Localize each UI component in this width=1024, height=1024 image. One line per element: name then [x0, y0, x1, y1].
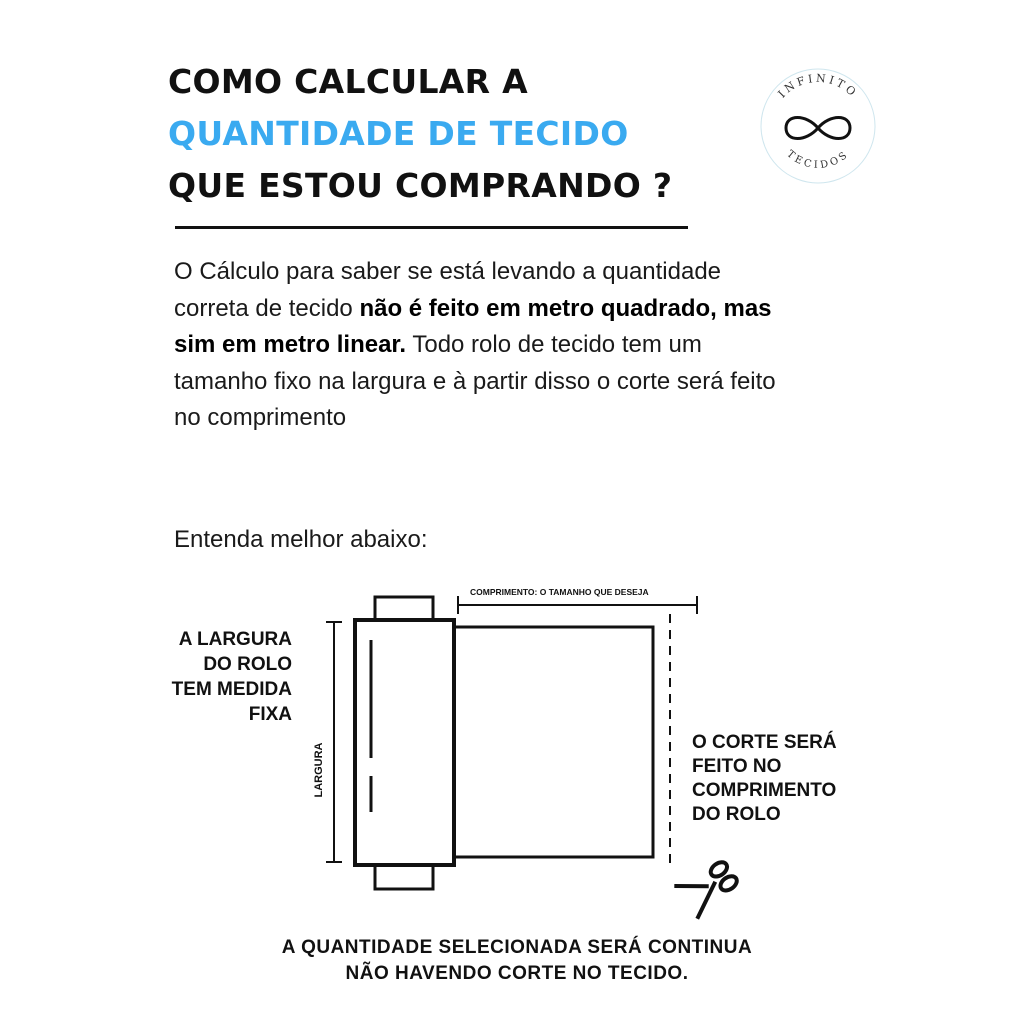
width-dimension: [326, 622, 342, 862]
understand-label: Entenda melhor abaixo:: [174, 526, 428, 553]
svg-text:TECIDOS: [784, 149, 851, 171]
roll-top-cap: [375, 597, 433, 621]
intro-text-1: O Cálculo para saber se está levando a quantidade correta de tecido: [174, 258, 722, 322]
note-line: DO ROLO: [203, 654, 292, 675]
svg-text:INFINITO: [775, 72, 860, 101]
title-divider: [175, 226, 688, 229]
scissors-icon: [674, 854, 742, 918]
roll-bottom-cap: [375, 865, 433, 889]
note-line: DO ROLO: [692, 804, 781, 825]
footer-line-2: NÃO HAVENDO CORTE NO TECIDO.: [345, 963, 689, 984]
fabric-sheet: [454, 627, 653, 857]
fabric-roll: [355, 620, 454, 865]
footer-line-1: A QUANTIDADE SELECIONADA SERÁ CONTINUA: [281, 937, 753, 958]
note-line: COMPRIMENTO: [692, 780, 837, 801]
title-line-1: COMO CALCULAR A: [168, 62, 528, 101]
note-line: TEM MEDIDA: [171, 679, 292, 700]
cut-note: [692, 731, 892, 827]
note-line: FIXA: [248, 704, 292, 725]
intro-text-2: Todo rolo de tecido tem um tamanho fixo na largura e à partir disso o corte será feito no comprimento: [174, 331, 776, 431]
length-dimension: [458, 596, 697, 614]
intro-paragraph: [174, 254, 794, 437]
width-label: LARGURA: [313, 742, 325, 798]
logo-bottom-text: TECIDOS: [784, 148, 852, 172]
infinity-icon: [786, 118, 850, 139]
title-line-3: QUE ESTOU COMPRANDO ?: [168, 166, 673, 205]
brand-logo: [758, 66, 878, 186]
logo-top-text: INFINITO: [775, 71, 861, 101]
length-label: COMPRIMENTO: O TAMANHO QUE DESEJA: [470, 587, 649, 597]
fixed-width-note: [120, 627, 292, 727]
note-line: FEITO NO: [692, 756, 782, 777]
footer-note: [0, 935, 1024, 987]
intro-text-bold: não é feito em metro quadrado, mas sim em metro linear.: [174, 294, 772, 358]
note-line: O CORTE SERÁ: [692, 732, 837, 753]
title-line-2-highlight: QUANTIDADE DE TECIDO: [168, 114, 629, 153]
note-line: A LARGURA: [178, 629, 292, 650]
